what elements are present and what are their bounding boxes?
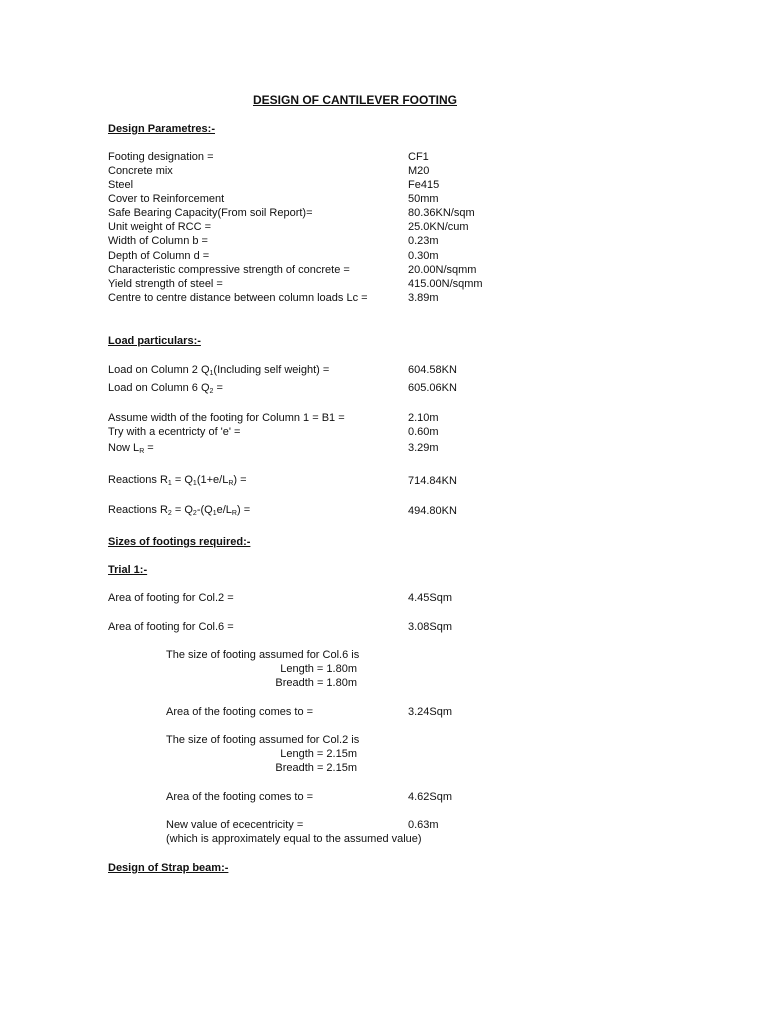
sizes-heading: Sizes of footings required:- [108, 536, 251, 548]
area-col2-value: 4.45Sqm [408, 592, 453, 604]
param-label: Yield strength of steel = [108, 278, 223, 290]
param-value: CF1 [408, 151, 429, 163]
footing-width-label: Assume width of the footing for Column 1 = B1 = [108, 412, 345, 424]
param-value: 0.23m [408, 235, 439, 247]
strap-beam-heading: Design of Strap beam:- [108, 862, 229, 874]
col6-area-label: Area of the footing comes to = [166, 706, 314, 718]
col6-size-label: The size of footing assumed for Col.6 is [166, 649, 360, 661]
col2-length: Length = 2.15m [280, 748, 357, 760]
load-col6-label: Load on Column 6 $Q_2$ = [108, 382, 223, 395]
reaction-r2-label: Reactions $R_2 = Q_2-(Q_1e/L_R)$ = [108, 504, 251, 517]
reaction-r2-value: 494.80KN [408, 505, 457, 517]
param-value: 415.00N/sqmm [408, 278, 483, 290]
param-value: Fe415 [408, 179, 440, 191]
param-label: Characteristic compressive strength of concrete = [108, 264, 350, 276]
col2-size-label: The size of footing assumed for Col.2 is [166, 734, 360, 746]
col2-area-value: 4.62Sqm [408, 791, 453, 803]
col2-area-label: Area of the footing comes to = [166, 791, 314, 803]
area-col2-label: Area of footing for Col.2 = [108, 592, 234, 604]
new-eccentricity-value: 0.63m [408, 819, 439, 831]
col6-area-value: 3.24Sqm [408, 706, 453, 718]
new-eccentricity-note: (which is approximately equal to the assumed value) [166, 833, 422, 845]
load-particulars-heading: Load particulars:- [108, 335, 201, 347]
param-label: Unit weight of RCC = [108, 221, 212, 233]
param-label: Footing designation = [108, 151, 214, 163]
page-title: DESIGN OF CANTILEVER FOOTING [252, 93, 457, 107]
area-col6-label: Area of footing for Col.6 = [108, 621, 234, 633]
load-col6-value: 605.06KN [408, 382, 457, 394]
param-value: 20.00N/sqmm [408, 264, 477, 276]
col2-breadth: Breadth = 2.15m [275, 762, 357, 774]
load-col2-label: Load on Column 2 $Q_1(Including$ self weight) = [108, 364, 330, 377]
trial-heading: Trial 1:- [108, 564, 148, 576]
footing-width-value: 2.10m [408, 412, 439, 424]
param-value: 25.0KN/cum [408, 221, 469, 233]
eccentricity-value: 0.60m [408, 426, 439, 438]
new-eccentricity-label: New value of ececentricity = [166, 819, 304, 831]
reaction-r1-label: Reactions $R_1 = Q_1(1+e/L_R)$ = [108, 474, 247, 487]
design-parameters-heading: Design Parametres:- [108, 123, 215, 135]
param-label: Safe Bearing Capacity(From soil Report)= [108, 207, 313, 219]
lr-value: 3.29m [408, 442, 439, 454]
eccentricity-label: Try with a ecentricty of 'e' = [108, 426, 241, 438]
param-label: Cover to Reinforcement [108, 193, 225, 205]
param-value: 50mm [408, 193, 439, 205]
param-value: 3.89m [408, 292, 439, 304]
param-value: 0.30m [408, 250, 439, 262]
param-value: 80.36KN/sqm [408, 207, 475, 219]
lr-label: Now $L_R$ = [108, 442, 154, 455]
param-label: Depth of Column d = [108, 250, 210, 262]
param-label: Concrete mix [108, 165, 173, 177]
param-label: Steel [108, 179, 134, 191]
param-label: Width of Column b = [108, 235, 208, 247]
col6-breadth: Breadth = 1.80m [275, 677, 357, 689]
param-label: Centre to centre distance between column loads Lc = [108, 292, 368, 304]
area-col6-value: 3.08Sqm [408, 621, 453, 633]
col6-length: Length = 1.80m [280, 663, 357, 675]
reaction-r1-value: 714.84KN [408, 475, 457, 487]
load-col2-value: 604.58KN [408, 364, 457, 376]
param-value: M20 [408, 165, 430, 177]
